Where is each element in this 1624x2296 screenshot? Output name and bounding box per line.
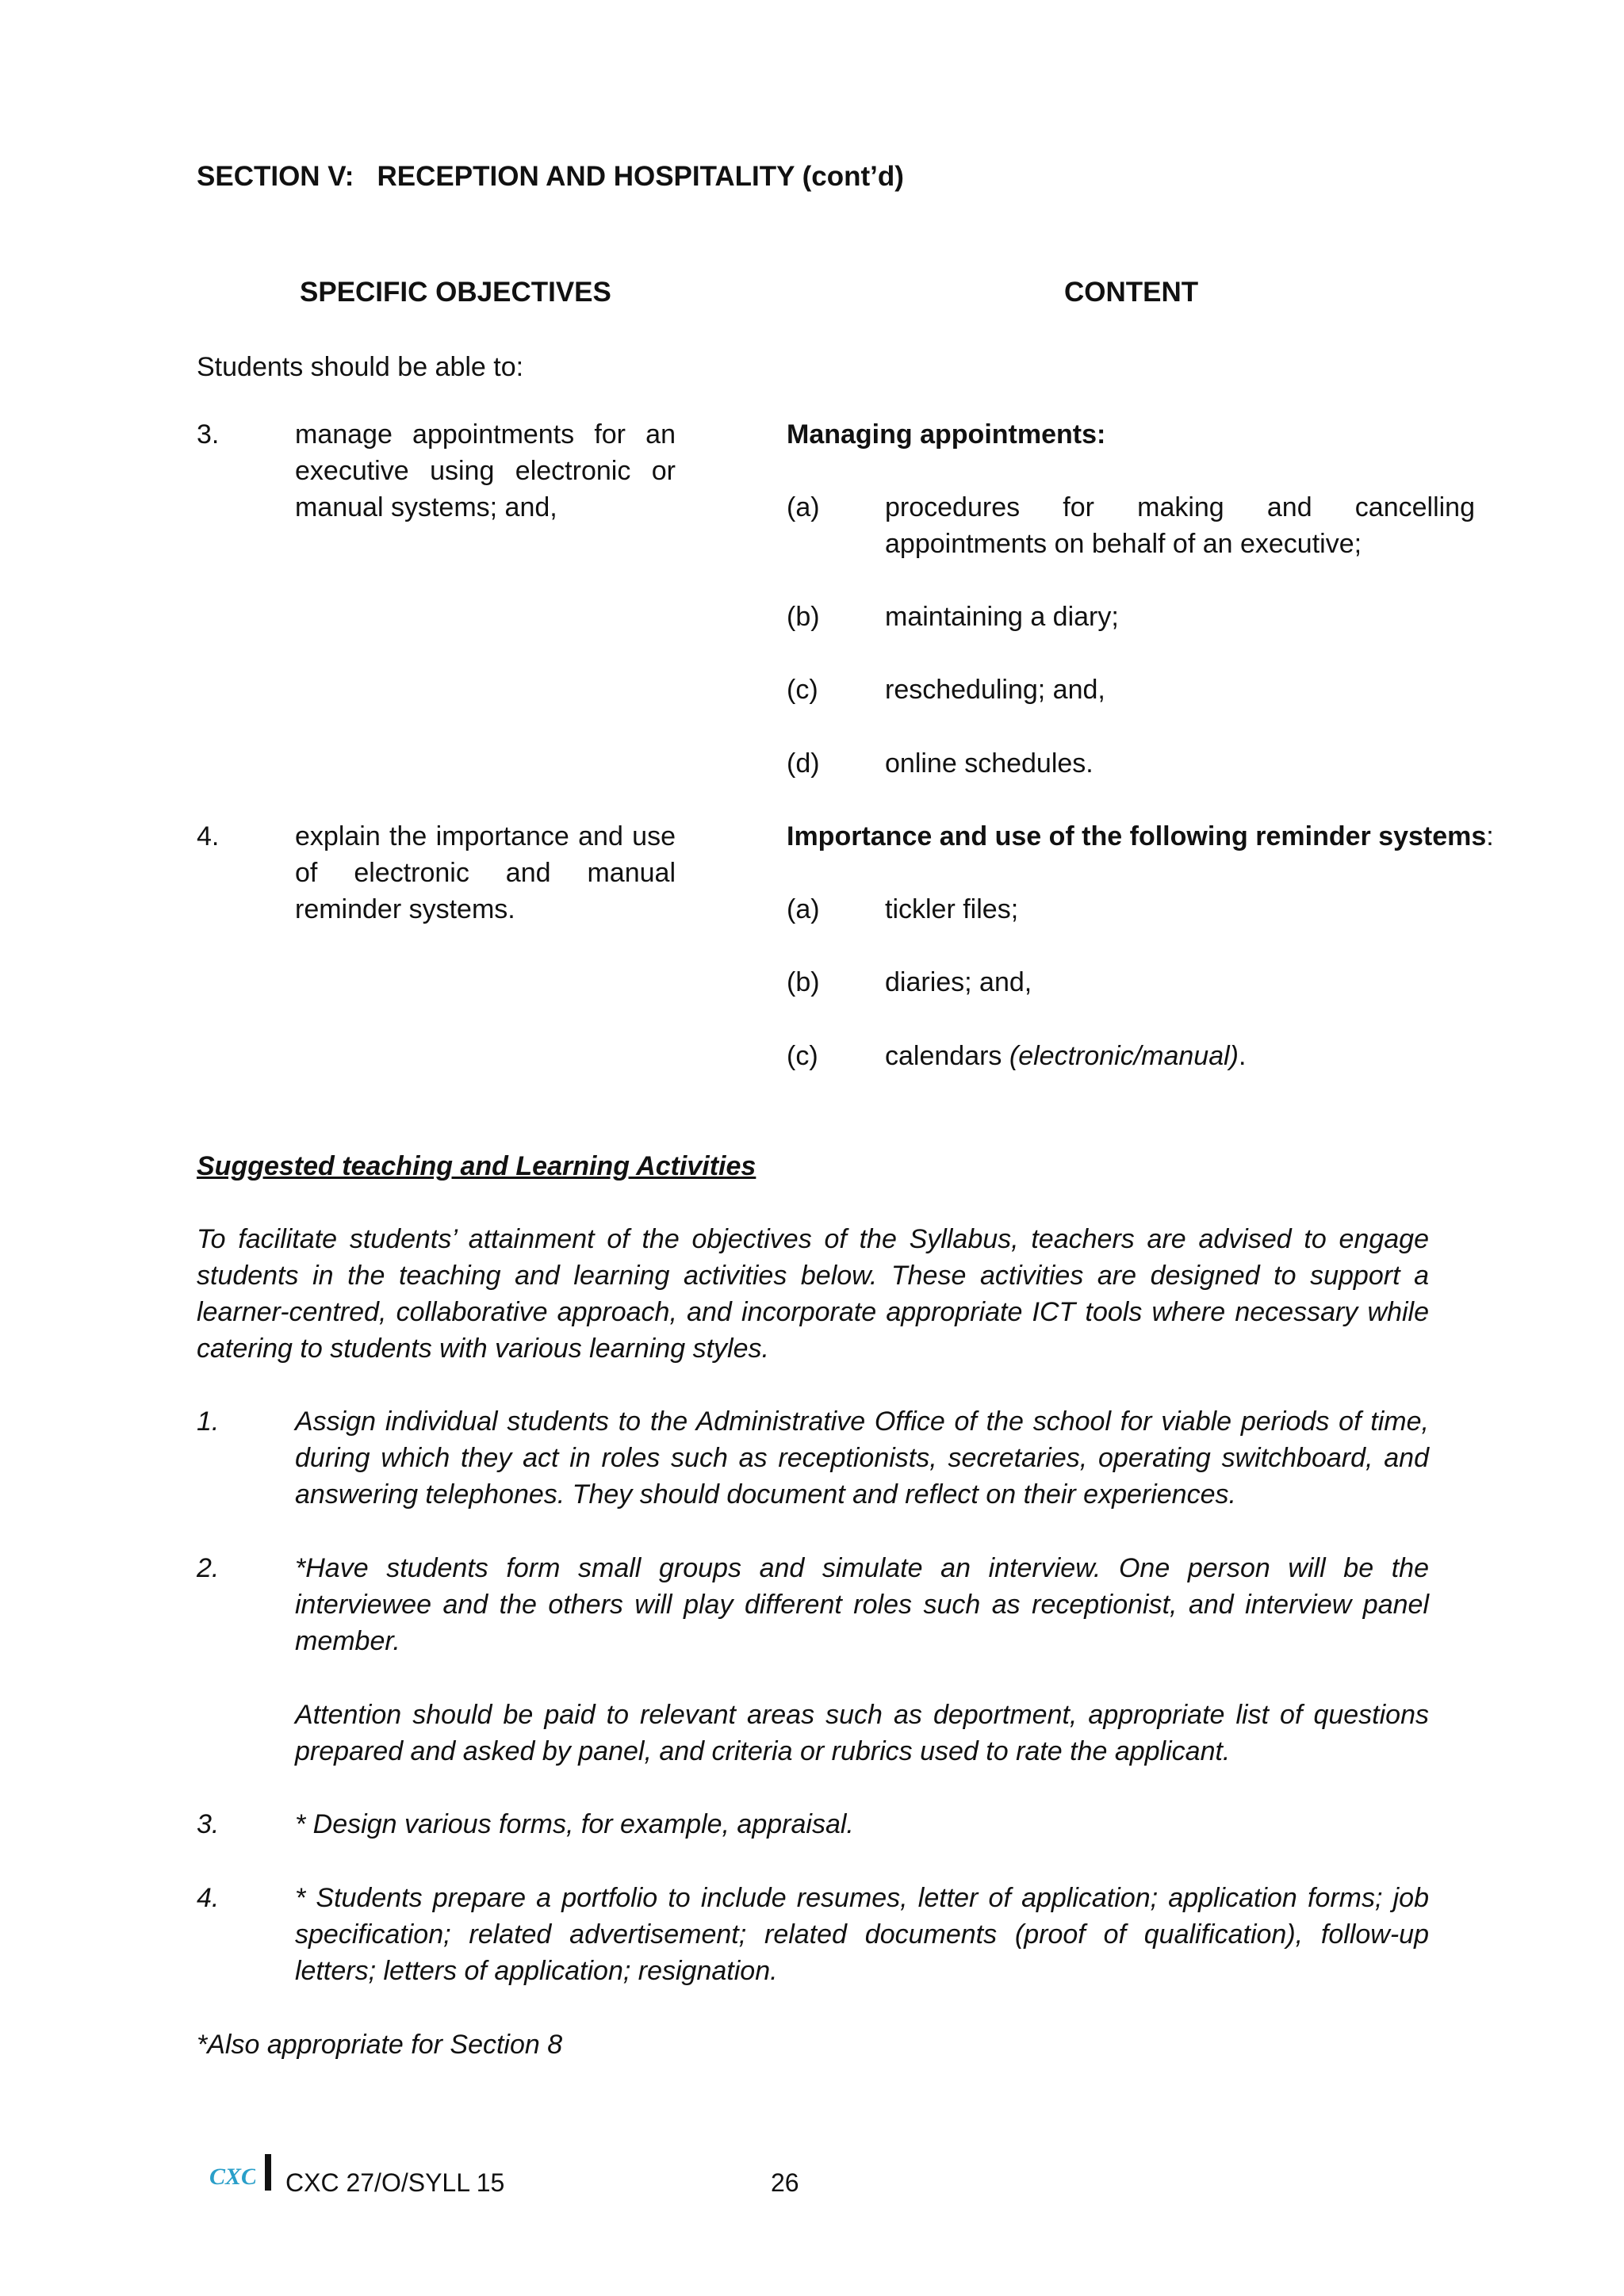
footer-code: CXC 27/O/SYLL 15 [285, 2168, 505, 2197]
content-heading: Managing appointments: [787, 419, 1106, 450]
content-item-text-line [885, 1038, 1246, 1074]
content-item-label: (a) [787, 492, 820, 522]
activities-intro: To facilitate students’ attainment of the objectives of the Syllabus, teachers are advised to engage students in the teaching and learning activities below. These activities are designed to support a learner-centred, collaborative approach, and incorporate appropriate ICT tools where necessary while catering to students with various learning styles. [197, 1224, 1429, 1364]
activity-text: Assign individual students to the Administrative Office of the school for viable periods of time, during which they act in roles such as receptionists, secretaries, operating switchboard, and answering telephones. They should document and reflect on their experiences. [295, 1406, 1429, 1510]
objective-text: explain the importance and use of electronic and manual reminder systems. [295, 821, 676, 924]
content-item-text: diaries; and, [885, 967, 1032, 997]
activity-number: 3. [197, 1809, 220, 1839]
content-item-text: maintaining a diary; [885, 602, 1119, 632]
content-item-text: tickler files; [885, 894, 1019, 924]
content-item-label: (a) [787, 894, 820, 924]
content-item-italic: (electronic/manual) [1009, 1041, 1239, 1071]
activity-text: * Students prepare a portfolio to include resumes, letter of application; application forms; job specification; related advertisement; related documents (proof of qualification), follow-up letters; letters of application; resignation. [295, 1883, 1429, 1986]
page-number: 26 [771, 2168, 799, 2197]
objective-number: 4. [197, 821, 220, 851]
activity-number: 1. [197, 1406, 220, 1437]
activities-heading: Suggested teaching and Learning Activities [197, 1151, 756, 1181]
content-item-text: rescheduling; and, [885, 675, 1105, 705]
content-item-text: calendars [885, 1041, 1009, 1071]
content-item-label: (b) [787, 602, 820, 632]
content-item-end: . [1239, 1041, 1247, 1071]
footer-divider [265, 2154, 271, 2191]
objectives-header: SPECIFIC OBJECTIVES [300, 277, 611, 308]
objective-text: manage appointments for an executive using electronic or manual systems; and, [295, 419, 676, 522]
content-item-text: online schedules. [885, 748, 1094, 779]
heading-colon: : [1486, 821, 1494, 851]
content-heading-line [787, 818, 1494, 855]
content-item-label: (c) [787, 675, 818, 705]
content-item-label: (b) [787, 967, 820, 997]
cxc-logo-icon [208, 2160, 255, 2200]
content-heading: Importance and use of the following reminder systems [787, 821, 1487, 851]
activities-note: *Also appropriate for Section 8 [197, 2030, 563, 2060]
content-header: CONTENT [1064, 277, 1199, 308]
intro-text: Students should be able to: [197, 352, 524, 382]
activity-number: 2. [197, 1553, 220, 1583]
objective-number: 3. [197, 419, 220, 450]
activity-text: *Have students form small groups and simulate an interview. One person will be the interviewee and the others will play different roles such as receptionist, and interview panel member. [295, 1553, 1429, 1656]
activity-text-continued: Attention should be paid to relevant areas such as deportment, appropriate list of questions prepared and asked by panel, and criteria or rubrics used to rate the applicant. [295, 1700, 1429, 1766]
activity-number: 4. [197, 1883, 220, 1913]
cxc-logo [208, 2160, 255, 2200]
cxc-logo-text: CXC [209, 2164, 255, 2190]
content-item-text: procedures for making and cancelling appointments on behalf of an executive; [885, 492, 1475, 559]
activity-text: * Design various forms, for example, appraisal. [295, 1809, 854, 1839]
content-item-label: (d) [787, 748, 820, 779]
content-item-label: (c) [787, 1041, 818, 1071]
section-title: SECTION V: RECEPTION AND HOSPITALITY (cont’d) [197, 161, 904, 192]
